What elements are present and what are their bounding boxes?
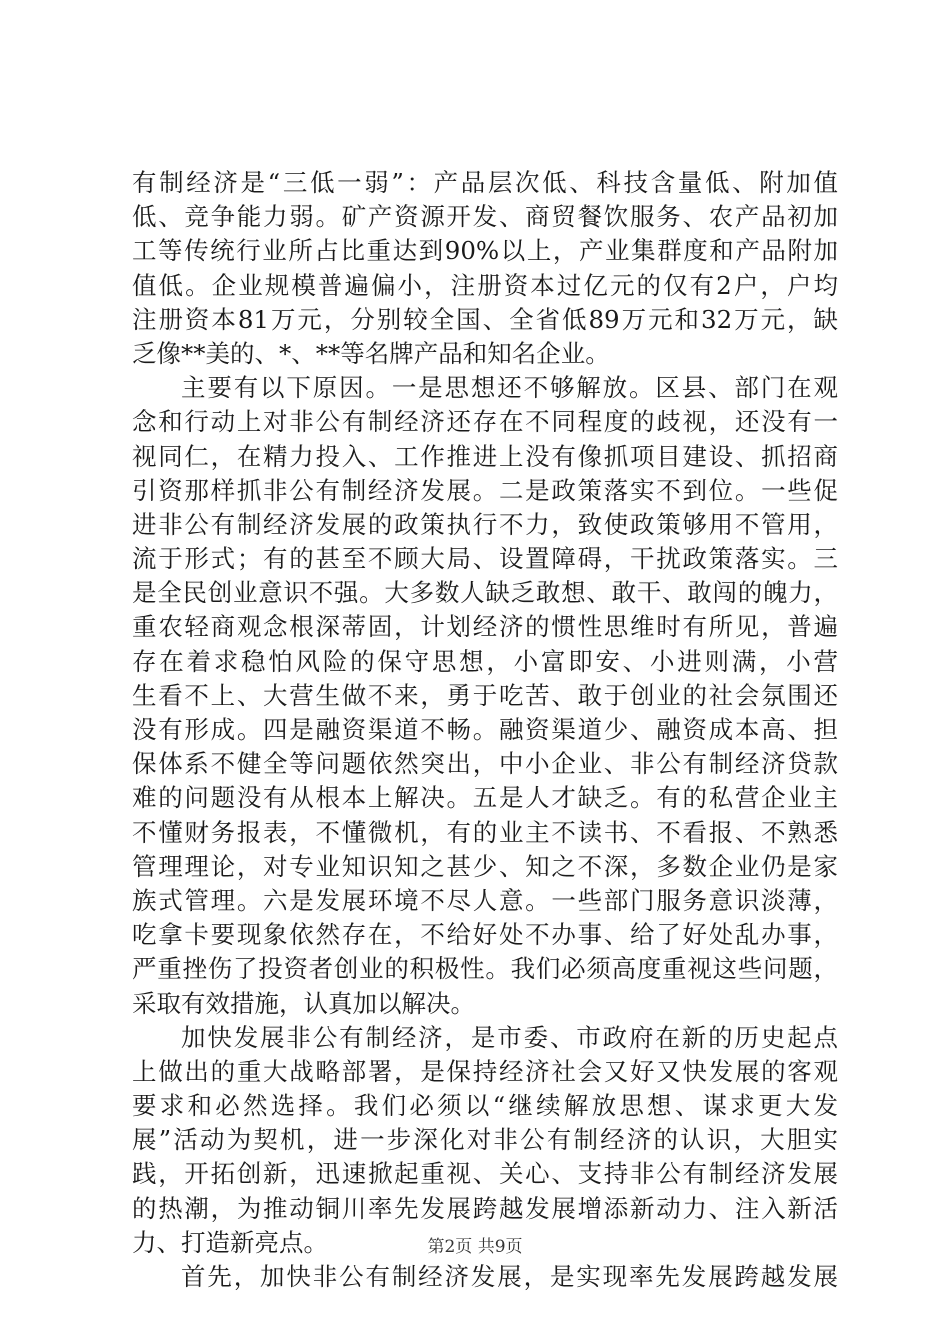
text-line: 践，开拓创新，迅速掀起重视、关心、支持非公有制经济发展: [132, 1159, 838, 1189]
text-line: 是全民创业意识不强。大多数人缺乏敢想、敢干、敢闯的魄力，: [132, 578, 838, 608]
text-line: 展”活动为契机，进一步深化对非公有制经济的认识，大胆实: [132, 1125, 838, 1155]
text-line: 不懂财务报表，不懂微机，有的业主不读书、不看报、不熟悉: [132, 817, 838, 847]
page-number-footer: 第2页 共9页: [427, 1237, 523, 1257]
paragraph-start-line: 主要有以下原因。一是思想还不够解放。区县、部门在观: [181, 373, 838, 403]
text-line: 管理理论，对专业知识知之甚少、知之不深，多数企业仍是家: [132, 851, 838, 881]
text-line: 重农轻商观念根深蒂固，计划经济的惯性思维时有所见，普遍: [132, 612, 838, 642]
text-line: 吃拿卡要现象依然存在，不给好处不办事、给了好处乱办事，: [132, 920, 838, 950]
text-line: 进非公有制经济发展的政策执行不力，致使政策够用不管用，: [132, 509, 838, 539]
text-line: 生看不上、大营生做不来，勇于吃苦、敢于创业的社会氛围还: [132, 680, 838, 710]
text-line: 乏像**美的、*、**等名牌产品和知名企业。: [132, 338, 610, 368]
text-line: 要求和必然选择。我们必须以“继续解放思想、谋求更大发: [132, 1091, 838, 1121]
text-line: 流于形式；有的甚至不顾大局、设置障碍，干扰政策落实。三: [132, 544, 838, 574]
text-line: 没有形成。四是融资渠道不畅。融资渠道少、融资成本高、担: [132, 715, 838, 744]
text-line: 视同仁，在精力投入、工作推进上没有像抓项目建设、抓招商: [132, 441, 838, 471]
text-line: 工等传统行业所占比重达到90%以上，产业集群度和产品附加: [132, 236, 838, 266]
text-line: 保体系不健全等问题依然突出，中小企业、非公有制经济贷款: [132, 749, 838, 779]
text-line: 族式管理。六是发展环境不尽人意。一些部门服务意识淡薄，: [132, 885, 838, 915]
text-line: 念和行动上对非公有制经济还存在不同程度的歧视，还没有一: [132, 407, 838, 437]
text-line: 严重挫伤了投资者创业的积极性。我们必须高度重视这些问题，: [132, 954, 838, 984]
text-line: 力、打造新亮点。: [132, 1227, 328, 1257]
text-line: 注册资本81万元，分别较全国、全省低89万元和32万元，缺: [132, 304, 838, 334]
document-body: [132, 166, 838, 1294]
text-line: 的热潮，为推动铜川率先发展跨越发展增添新动力、注入新活: [132, 1193, 838, 1223]
paragraph-start-line: 首先，加快非公有制经济发展，是实现率先发展跨越发展: [181, 1262, 838, 1291]
text-line: 值低。企业规模普遍偏小，注册资本过亿元的仅有2户，户均: [132, 270, 838, 300]
text-line: 上做出的重大战略部署，是保持经济社会又好又快发展的客观: [132, 1056, 838, 1086]
text-line: 存在着求稳怕风险的保守思想，小富即安、小进则满，小营: [132, 646, 838, 676]
paragraph-start-line: 加快发展非公有制经济，是市委、市政府在新的历史起点: [181, 1022, 838, 1052]
text-line: 有制经济是“三低一弱”：产品层次低、科技含量低、附加值: [132, 168, 838, 197]
text-line: 采取有效措施，认真加以解决。: [132, 988, 475, 1018]
text-line: 引资那样抓非公有制经济发展。二是政策落实不到位。一些促: [132, 475, 838, 505]
text-line: 难的问题没有从根本上解决。五是人才缺乏。有的私营企业主: [132, 783, 838, 813]
text-line: 低、竞争能力弱。矿产资源开发、商贸餐饮服务、农产品初加: [132, 202, 838, 232]
